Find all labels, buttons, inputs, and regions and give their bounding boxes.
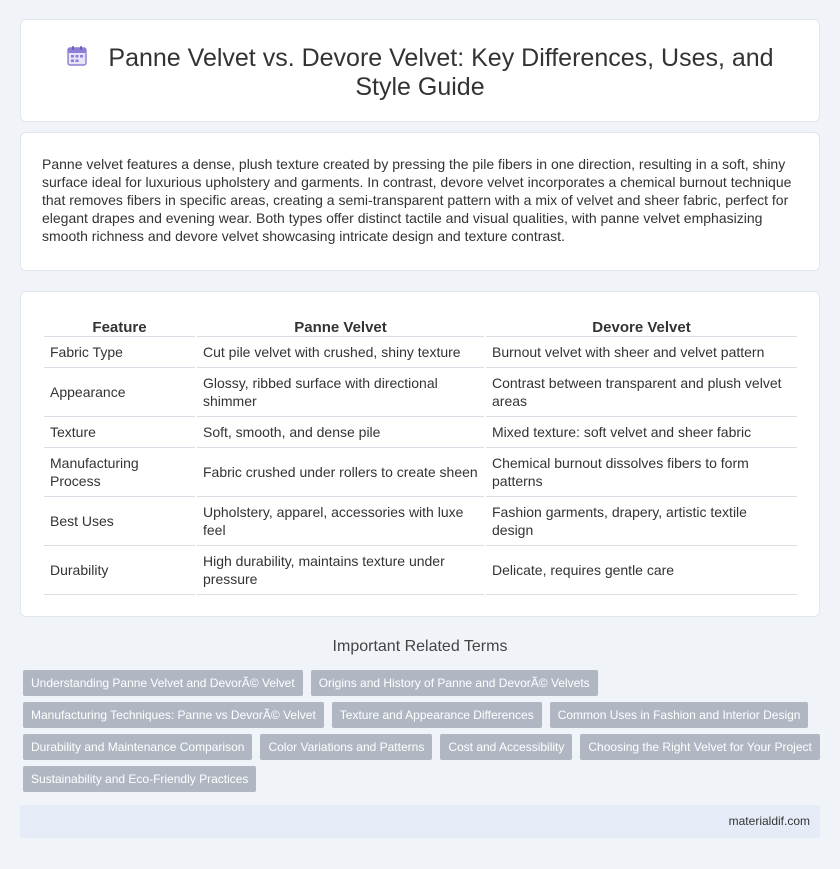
- footer: [20, 805, 820, 838]
- related-term-link[interactable]: Durability and Maintenance Comparison: [23, 734, 252, 760]
- related-term-link[interactable]: Cost and Accessibility: [440, 734, 572, 760]
- intro-paragraph: Panne velvet features a dense, plush texture created by pressing the pile fibers in one direction, resulting in a soft, shiny surface ideal for luxurious upholstery and garments. In contrast, devore velvet incorporates a chemical burnout technique that removes fibers in specific areas, creating a semi-transparent pattern with a mix of velvet and sheer fabric, perfect for elegant drapes and evening wear. Both types offer distinct tactile and visual qualities, with panne velvet emphasizing smooth richness and devore velvet showcasing intricate design and texture contrast.: [42, 156, 792, 244]
- devore-cell: Burnout velvet with sheer and velvet pattern: [486, 337, 797, 368]
- panne-cell: Glossy, ribbed surface with directional shimmer: [197, 368, 484, 417]
- header-panne-velvet: Panne Velvet: [197, 315, 484, 337]
- panne-cell: Cut pile velvet with crushed, shiny texture: [197, 337, 484, 368]
- site-credit[interactable]: materialdif.com: [728, 814, 810, 828]
- devore-cell: Chemical burnout dissolves fibers to form patterns: [486, 448, 797, 497]
- table-row: [44, 497, 797, 546]
- related-term-link[interactable]: Choosing the Right Velvet for Your Project: [580, 734, 819, 760]
- panne-cell: Fabric crushed under rollers to create sheen: [197, 448, 484, 497]
- table-row: [44, 417, 797, 448]
- devore-cell: Fashion garments, drapery, artistic textile design: [486, 497, 797, 546]
- table-row: [44, 337, 797, 368]
- panne-cell: Soft, smooth, and dense pile: [197, 417, 484, 448]
- devore-cell: Delicate, requires gentle care: [486, 546, 797, 595]
- document-calendar-icon: [66, 45, 88, 67]
- related-terms-heading: Important Related Terms: [332, 638, 508, 655]
- related-term-link[interactable]: Texture and Appearance Differences: [332, 702, 542, 728]
- page-title-text: Panne Velvet vs. Devore Velvet: Key Differences, Uses, and Style Guide: [108, 44, 774, 101]
- related-term-link[interactable]: Origins and History of Panne and DevorÃ© Velvets: [311, 670, 598, 696]
- feature-cell: Appearance: [44, 368, 195, 417]
- header-feature: Feature: [44, 315, 195, 337]
- panne-cell: Upholstery, apparel, accessories with luxe feel: [197, 497, 484, 546]
- title-wrap: [61, 44, 779, 102]
- feature-cell: Best Uses: [44, 497, 195, 546]
- feature-cell: Durability: [44, 546, 195, 595]
- related-term-link[interactable]: Sustainability and Eco-Friendly Practices: [23, 766, 256, 792]
- related-term-link[interactable]: Color Variations and Patterns: [260, 734, 432, 760]
- related-terms-list: [23, 670, 823, 792]
- devore-cell: Contrast between transparent and plush velvet areas: [486, 368, 797, 417]
- devore-cell: Mixed texture: soft velvet and sheer fabric: [486, 417, 797, 448]
- intro-card: [20, 132, 820, 271]
- feature-cell: Manufacturing Process: [44, 448, 195, 497]
- related-term-link[interactable]: Common Uses in Fashion and Interior Design: [550, 702, 809, 728]
- table-header-row: [44, 315, 797, 337]
- related-term-link[interactable]: Manufacturing Techniques: Panne vs DevorÃ© Velvet: [23, 702, 324, 728]
- title-card: [20, 19, 820, 122]
- page-title: [61, 44, 779, 102]
- panne-cell: High durability, maintains texture under pressure: [197, 546, 484, 595]
- feature-cell: Texture: [44, 417, 195, 448]
- table-row: [44, 448, 797, 497]
- table-row: [44, 546, 797, 595]
- header-devore-velvet: Devore Velvet: [486, 315, 797, 337]
- comparison-table: [42, 315, 799, 595]
- table-row: [44, 368, 797, 417]
- comparison-table-card: [20, 291, 820, 617]
- feature-cell: Fabric Type: [44, 337, 195, 368]
- related-term-link[interactable]: Understanding Panne Velvet and DevorÃ© Velvet: [23, 670, 303, 696]
